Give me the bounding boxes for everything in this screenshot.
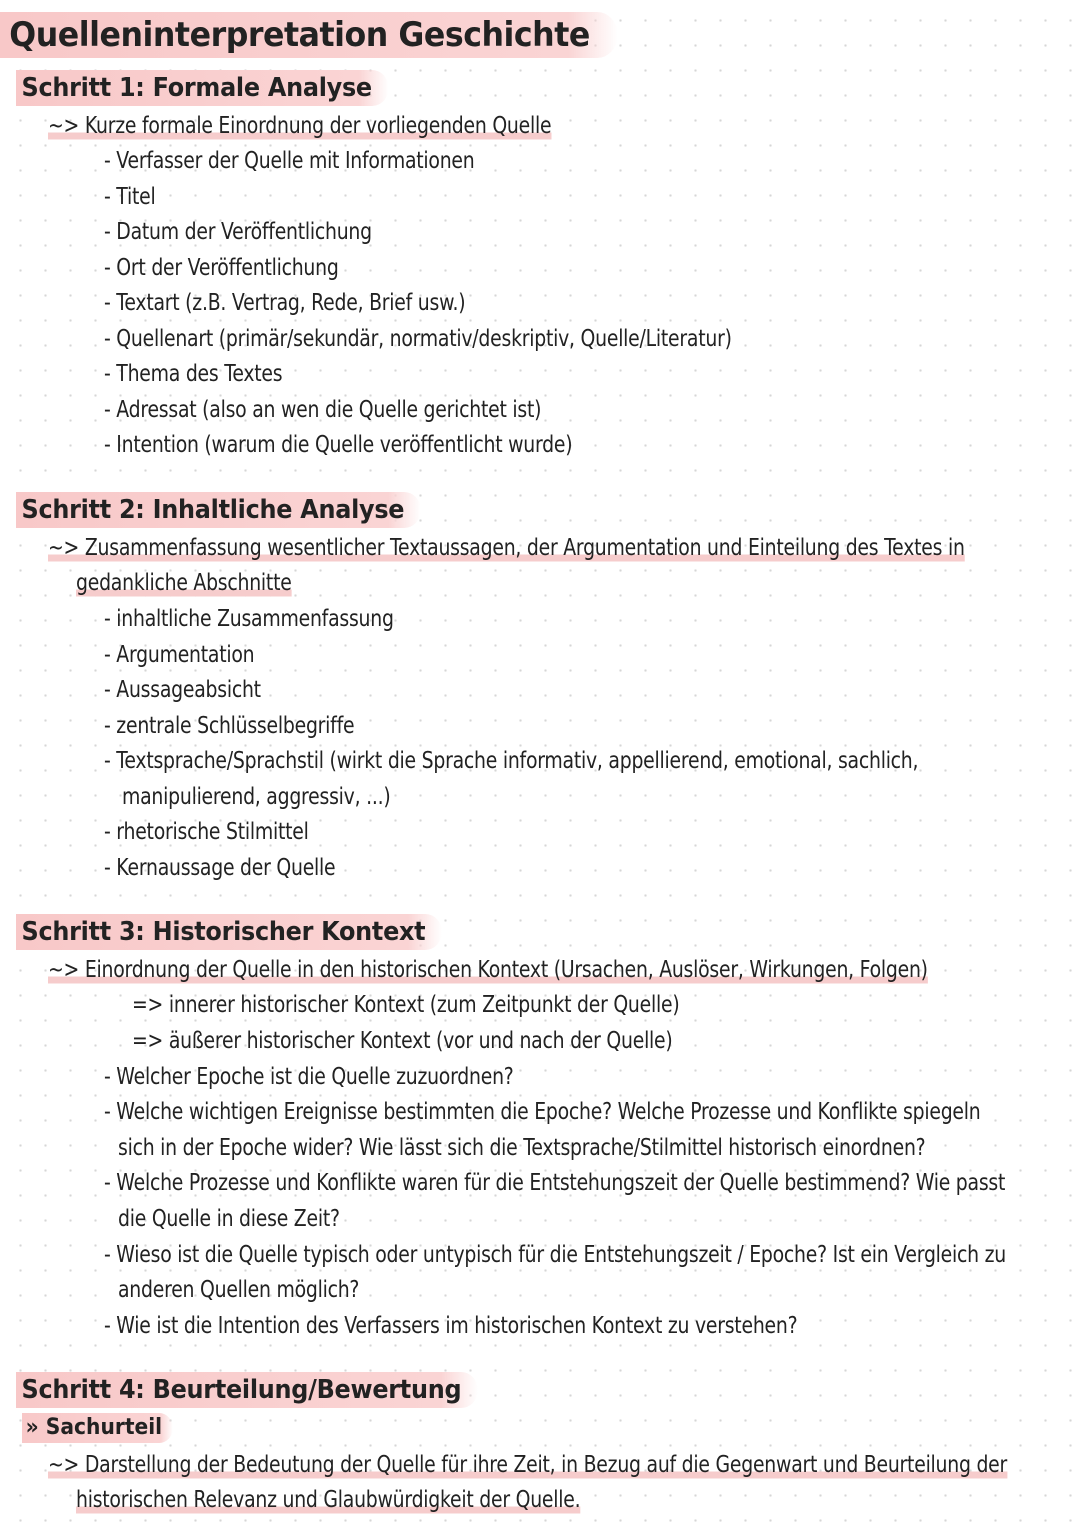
step-2-intro-cont: gedankliche Abschnitte — [76, 567, 292, 599]
list-item: - Thema des Textes — [104, 361, 283, 387]
step-4-intro-cont: historischen Relevanz und Glaubwürdigkeit der Quelle. — [76, 1484, 580, 1516]
step-4-heading: Schritt 4: Beurteilung/Bewertung — [16, 1372, 478, 1408]
list-item: - Kernaussage der Quelle — [104, 855, 336, 881]
list-item: - Wie ist die Intention des Verfassers im historischen Kontext zu verstehen? — [104, 1313, 798, 1339]
list-item: - Textsprache/Sprachstil (wirkt die Sprache informativ, appellierend, emotional, sachlich, — [104, 748, 919, 774]
list-item: sich in der Epoche wider? Wie lässt sich die Textsprache/Stilmittel historisch einordnen? — [118, 1135, 926, 1161]
page-title: Quelleninterpretation Geschichte — [0, 12, 618, 58]
step-3-heading: Schritt 3: Historischer Kontext — [16, 914, 442, 950]
list-item: - Textart (z.B. Vertrag, Rede, Brief usw.) — [104, 290, 466, 316]
list-item: - zentrale Schlüsselbegriffe — [104, 713, 355, 739]
step-4-intro: ~> Darstellung der Bedeutung der Quelle für ihre Zeit, in Bezug auf die Gegenwart und Beurteilung der — [48, 1449, 1007, 1481]
list-item: - Verfasser der Quelle mit Informationen — [104, 148, 475, 174]
list-item: - Welcher Epoche ist die Quelle zuzuordnen? — [104, 1064, 514, 1090]
list-item: - Welche Prozesse und Konflikte waren für die Entstehungszeit der Quelle bestimmend? Wie passt — [104, 1170, 1006, 1196]
list-item: - Wieso ist die Quelle typisch oder untypisch für die Entstehungszeit / Epoche? Ist ein Vergleich zu — [104, 1242, 1006, 1268]
list-item: anderen Quellen möglich? — [118, 1277, 360, 1303]
list-item: - rhetorische Stilmittel — [104, 819, 309, 845]
list-item: - Intention (warum die Quelle veröffentlicht wurde) — [104, 432, 573, 458]
step-1-heading: Schritt 1: Formale Analyse — [16, 70, 388, 106]
list-item: - Argumentation — [104, 642, 255, 668]
list-item: - Titel — [104, 184, 156, 210]
list-item: - Aussageabsicht — [104, 677, 261, 703]
list-item: - Datum der Veröffentlichung — [104, 219, 372, 245]
step-2-heading: Schritt 2: Inhaltliche Analyse — [16, 492, 421, 528]
step-3-intro: ~> Einordnung der Quelle in den historischen Kontext (Ursachen, Auslöser, Wirkungen, Folgen) — [48, 954, 928, 986]
step-2-intro: ~> Zusammenfassung wesentlicher Textaussagen, der Argumentation und Einteilung des Textes in — [48, 532, 965, 564]
list-item: manipulierend, aggressiv, ...) — [122, 784, 391, 810]
sachurteil-subheading: » Sachurteil — [22, 1413, 173, 1443]
list-item: - inhaltliche Zusammenfassung — [104, 606, 394, 632]
list-item: die Quelle in diese Zeit? — [118, 1206, 340, 1232]
step-1-intro: ~> Kurze formale Einordnung der vorliegenden Quelle — [48, 110, 551, 142]
list-item: - Quellenart (primär/sekundär, normativ/deskriptiv, Quelle/Literatur) — [104, 326, 732, 352]
list-item: - Adressat (also an wen die Quelle gerichtet ist) — [104, 397, 542, 423]
list-item: - Welche wichtigen Ereignisse bestimmten die Epoche? Welche Prozesse und Konflikte spiegeln — [104, 1099, 981, 1125]
sub-point: => äußerer historischer Kontext (vor und nach der Quelle) — [132, 1028, 673, 1054]
list-item: - Ort der Veröffentlichung — [104, 255, 339, 281]
sub-point: => innerer historischer Kontext (zum Zeitpunkt der Quelle) — [132, 992, 680, 1018]
